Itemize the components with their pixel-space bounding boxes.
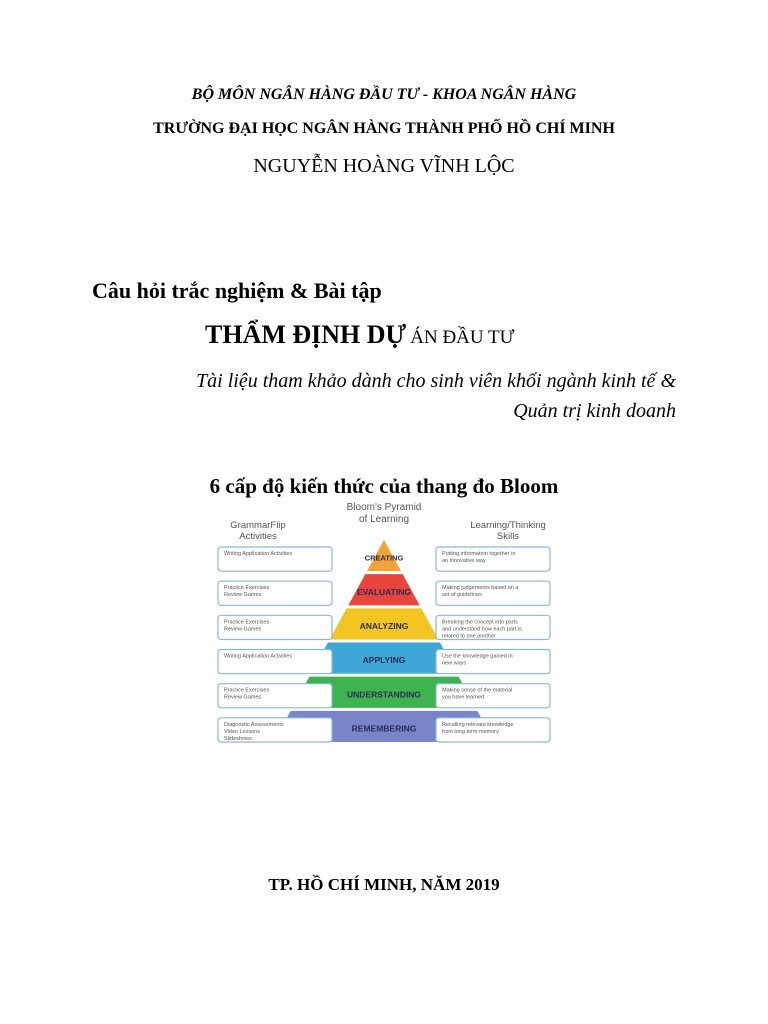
subtitle-line-2: Quản trị kinh doanh — [513, 400, 676, 422]
book-title-rest: ÁN ĐẦU TƯ — [410, 327, 515, 348]
figure-title-line-2: of Learning — [358, 514, 410, 525]
tier-label-applying: APPLYING — [362, 655, 406, 666]
activity-text: Writing Application Activities — [224, 551, 293, 557]
activity-text: Video Lessons — [224, 728, 260, 735]
skill-text: related to one another — [442, 633, 496, 640]
skill-text: new ways — [442, 660, 467, 667]
tier-label-understanding: UNDERSTANDING — [347, 689, 421, 700]
activity-text: Diagnostic Assessments — [224, 721, 284, 728]
left-header-line-1: GrammarFlip — [230, 520, 286, 531]
activity-text: Review Games — [224, 694, 262, 701]
author-name: NGUYỄN HOÀNG VĨNH LỘC — [253, 155, 515, 177]
skill-text: Recalling relevant knowledge — [442, 721, 514, 728]
activity-text: Review Games — [224, 592, 262, 599]
department-line: BỘ MÔN NGÂN HÀNG ĐẦU TƯ - KHOA NGÂN HÀNG — [191, 86, 577, 103]
tier-label-remembering: REMEMBERING — [351, 723, 417, 734]
tier-label-analyzing: ANALYZING — [359, 620, 409, 631]
book-title — [205, 320, 514, 350]
place-year: TP. HỒ CHÍ MINH, NĂM 2019 — [268, 875, 500, 894]
subtitle-line-1: Tài liệu tham khảo dành cho sinh viên khối ngành kinh tế & — [196, 370, 676, 392]
right-header-line-1: Learning/Thinking — [470, 520, 546, 531]
right-header-line-2: Skills — [496, 531, 520, 542]
bloom-heading: 6 cấp độ kiến thức của thang đo Bloom — [209, 474, 559, 498]
bloom-pyramid-svg — [216, 500, 552, 750]
book-subtitle — [76, 366, 676, 426]
activity-text: Practice Exercises — [224, 619, 270, 626]
skill-text: an innovative way — [442, 558, 486, 564]
tier-label-creating: CREATING — [364, 553, 404, 563]
activity-text: Practice Exercises — [224, 687, 270, 694]
activity-text: Review Games — [224, 626, 262, 633]
tier-label-evaluating: EVALUATING — [357, 586, 411, 597]
book-title-main: THẨM ĐỊNH DỰ — [205, 320, 407, 349]
skill-text: Putting information together in — [442, 551, 516, 557]
skill-text: set of guidelines — [442, 592, 482, 599]
bloom-levels-group — [218, 540, 550, 742]
skill-text: Breaking the concept into parts — [442, 619, 518, 626]
left-header-line-2: Activities — [239, 531, 277, 542]
figure-title-line-1: Bloom's Pyramid — [346, 502, 422, 513]
bloom-pyramid-figure — [216, 500, 552, 750]
activity-text: Practice Exercises — [224, 585, 270, 592]
skill-text: Making judgements based on a — [442, 585, 519, 592]
skill-text: you have learned — [442, 694, 485, 701]
skill-text: Use the knowledge gained in — [442, 653, 513, 660]
skill-text: Making sense of the material — [442, 687, 513, 694]
book-kicker: Câu hỏi trắc nghiệm & Bài tập — [92, 278, 382, 303]
activity-text: Writing Application Activities — [224, 653, 293, 660]
university-line: TRƯỜNG ĐẠI HỌC NGÂN HÀNG THÀNH PHỐ HỒ CHÍ MINH — [153, 120, 615, 137]
activity-text: Slideshows — [224, 735, 252, 742]
skill-text: and understand how each part is — [442, 626, 522, 633]
skill-text: from long term memory — [442, 728, 499, 735]
